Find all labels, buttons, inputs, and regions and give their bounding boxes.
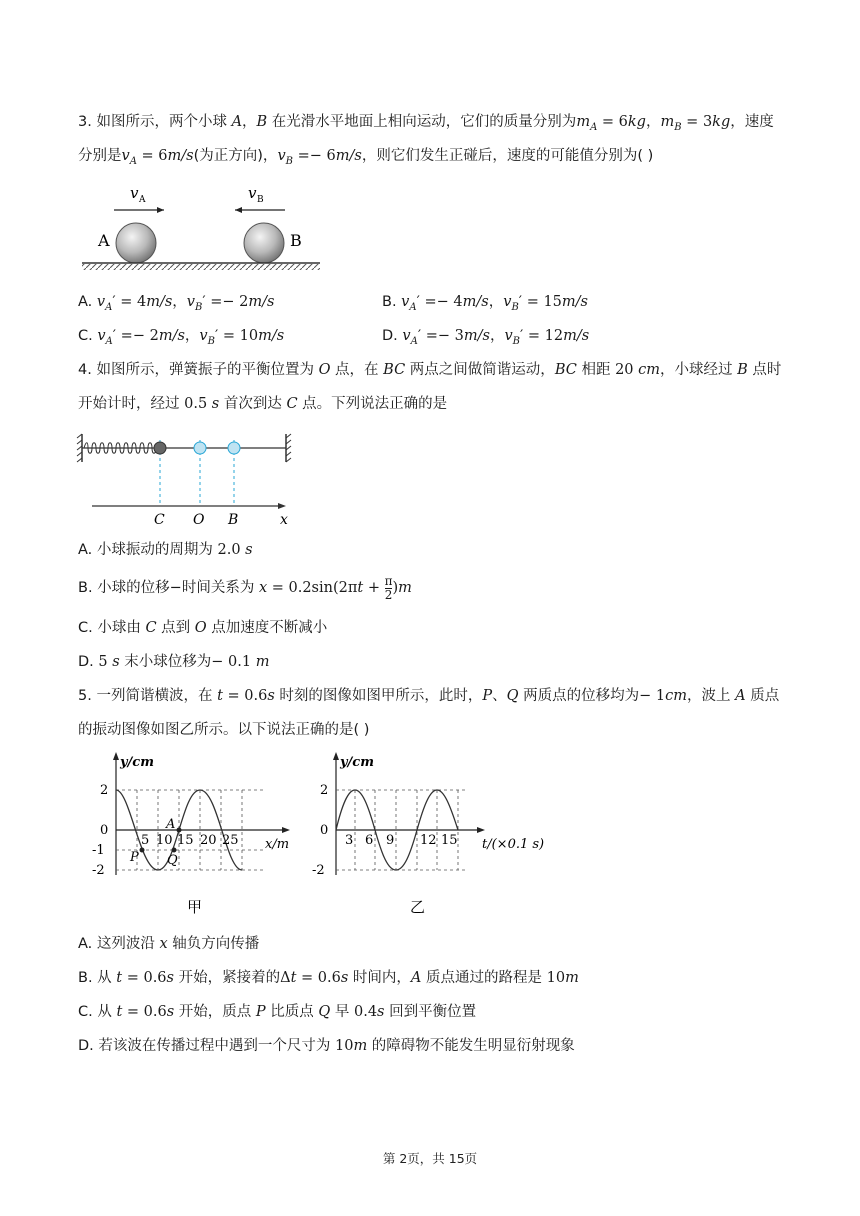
- jia-xtick-5: 5: [141, 833, 150, 848]
- ball-b-label: B: [290, 231, 302, 250]
- q4-spring-figure: [76, 428, 301, 528]
- q5-option-a[interactable]: A. 这列波沿 x 轴负方向传播: [78, 936, 260, 952]
- ball-at-b: [228, 442, 240, 454]
- jia-caption: 甲: [187, 898, 203, 916]
- q5-stem-line2: 的振动图像如图乙所示。以下说法正确的是( ): [78, 722, 370, 738]
- ball-b: [244, 223, 284, 263]
- q4-option-c[interactable]: C. 小球由 C 点到 O 点加速度不断减小: [78, 620, 328, 636]
- q4-option-a[interactable]: A. 小球振动的周期为 2.0 s: [78, 542, 253, 558]
- q5-option-c[interactable]: C. 从 t = 0.6s 开始，质点 P 比质点 Q 早 0.4s 回到平衡位置: [78, 1004, 477, 1020]
- yi-ytick-0: 0: [320, 823, 329, 838]
- yi-caption: 乙: [410, 898, 426, 916]
- label-b: B: [228, 512, 239, 528]
- point-a: [177, 828, 182, 833]
- svg-text:B: B: [257, 195, 264, 205]
- wave-graph-jia: [80, 750, 300, 920]
- jia-xtick-20: 20: [200, 833, 217, 848]
- yi-ytick-m2: -2: [312, 863, 325, 878]
- vb-label: v: [248, 184, 257, 202]
- q3-option-c[interactable]: C. $v_A' =- 2m/s$，$v_B' = 10m/s$: [78, 328, 285, 347]
- yi-ytick-2: 2: [320, 783, 329, 798]
- q5-option-d[interactable]: D. 若该波在传播过程中遇到一个尺寸为 10m 的障碍物不能发生明显衍射现象: [78, 1038, 575, 1054]
- jia-ytick-2: 2: [100, 783, 109, 798]
- q3-option-b[interactable]: B. $v_A' =- 4m/s$，$v_B' = 15m/s$: [382, 294, 588, 313]
- ball-a: [116, 223, 156, 263]
- label-x: x: [280, 512, 288, 528]
- svg-text:A: A: [166, 817, 176, 832]
- jia-xtick-15: 15: [177, 833, 194, 848]
- page-footer: 第 2页，共 15页: [382, 1151, 478, 1166]
- q4-stem-line1: 4. 如图所示，弹簧振子的平衡位置为 O 点，在 BC 两点之间做简谐运动，BC 相距 20 cm，小球经过 B 点时: [78, 362, 782, 378]
- yi-xtick-3: 3: [345, 833, 354, 848]
- jia-xlabel: x/m: [265, 837, 290, 852]
- svg-text:P: P: [130, 850, 139, 865]
- ball-at-o: [194, 442, 206, 454]
- point-p: [140, 848, 145, 853]
- q3-option-a[interactable]: A. $v_A' = 4m/s$，$v_B' =- 2m/s$: [78, 294, 275, 313]
- ball-at-c: [154, 442, 166, 454]
- label-o: O: [193, 512, 205, 528]
- vibration-graph-yi: [300, 750, 560, 920]
- jia-ytick-m2: -2: [92, 863, 105, 878]
- jia-ytick-0: 0: [100, 823, 109, 838]
- jia-ytick-m1: -1: [92, 843, 105, 858]
- point-q: [172, 848, 177, 853]
- q5-stem-line1: 5. 一列简谐横波，在 t = 0.6s 时刻的图像如图甲所示，此时，P、Q 两质点的位移均为− 1cm，波上 A 质点: [78, 688, 780, 704]
- svg-text:Q: Q: [167, 853, 178, 868]
- q4-stem-line2: 开始计时，经过 0.5 s 首次到达 C 点。下列说法正确的是: [78, 396, 448, 412]
- jia-xtick-10: 10: [156, 833, 173, 848]
- yi-xtick-9: 9: [386, 833, 395, 848]
- q5-option-b[interactable]: B. 从 t = 0.6s 开始，紧接着的Δt = 0.6s 时间内，A 质点通过的路程是 10m: [78, 970, 579, 986]
- q4-option-d[interactable]: D. 5 s 末小球位移为− 0.1 m: [78, 654, 270, 670]
- va-label: v: [130, 184, 139, 202]
- q3-collision-figure: [80, 178, 325, 274]
- q4-option-b[interactable]: B. 小球的位移−时间关系为 x = 0.2sin(2πt + $\frac{\pi}{2}$ )m: [78, 573, 412, 602]
- q3-option-d[interactable]: D. $v_A' =- 3m/s$，$v_B' = 12m/s$: [382, 328, 590, 347]
- q3-stem-line2: 分别是$v_A = 6m/s$(为正方向)，$v_B =- 6m/s$，则它们发生正碰后，速度的可能值分别为( ): [78, 148, 654, 167]
- yi-ylabel: y/cm: [340, 755, 374, 770]
- yi-xlabel: t/(×0.1 s): [482, 837, 545, 852]
- yi-xtick-12: 12: [420, 833, 437, 848]
- svg-text:A: A: [139, 195, 146, 205]
- jia-ylabel: y/cm: [120, 755, 154, 770]
- q3-stem-line1: 3. 如图所示，两个小球 A，B 在光滑水平地面上相向运动，它们的质量分别为$m_A = 6kg$，$m_B = 3kg$，速度: [78, 114, 774, 133]
- jia-xtick-25: 25: [222, 833, 239, 848]
- ball-a-label: A: [98, 231, 110, 250]
- yi-xtick-15: 15: [441, 833, 458, 848]
- yi-xtick-6: 6: [365, 833, 374, 848]
- label-c: C: [154, 512, 165, 528]
